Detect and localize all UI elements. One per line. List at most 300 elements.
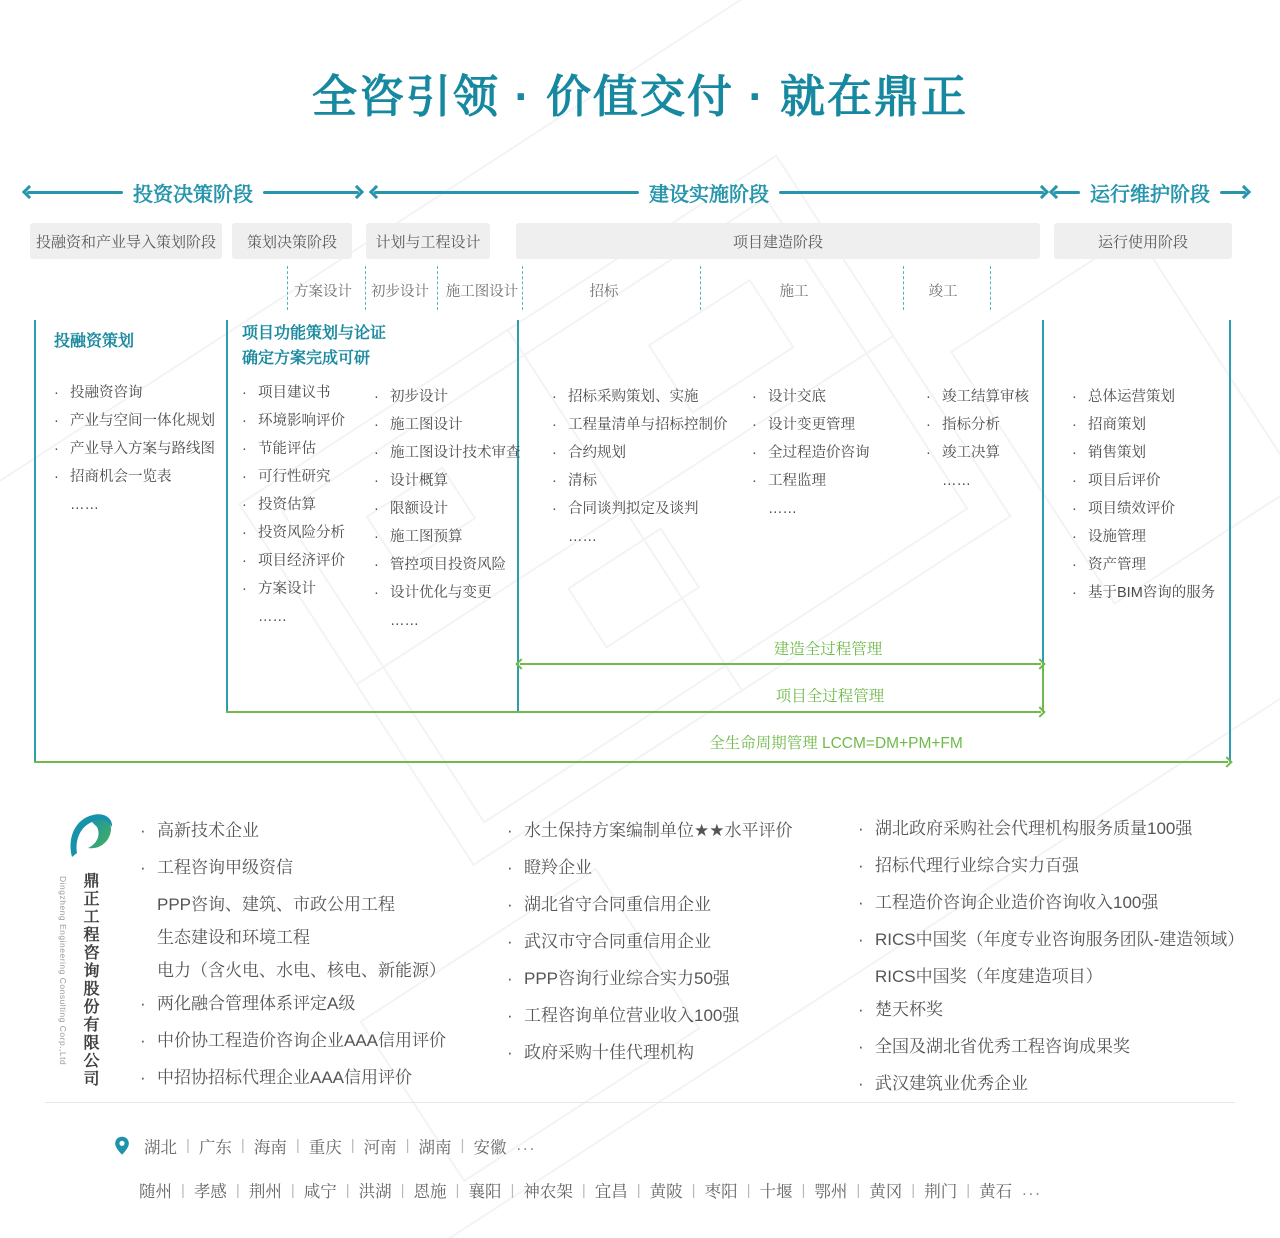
qualification-item — [858, 1073, 1244, 1095]
service-item-label: …… — [568, 529, 597, 545]
qualification-label: 生态建设和环境工程 — [157, 928, 310, 947]
qualifications-column-1 — [140, 820, 446, 1104]
location-item — [452, 1134, 507, 1158]
qualification-item — [858, 966, 1244, 988]
service-item-label: 施工图预算 — [390, 529, 463, 545]
service-column-bidding — [552, 388, 728, 556]
qualification-label: 中价协工程造价咨询企业AAA信用评价 — [157, 1031, 447, 1050]
phase-label: 投资决策阶段 — [133, 183, 253, 206]
management-label-project-whole-process: 项目全过程管理 — [775, 688, 885, 705]
location-item — [501, 1178, 572, 1202]
service-list — [752, 388, 870, 519]
bullet-dot: · — [374, 529, 379, 545]
substage-scheme-design: 方案设计 — [294, 284, 352, 300]
location-item — [144, 1134, 177, 1158]
separator: | — [966, 1181, 971, 1199]
service-list — [54, 384, 215, 515]
bullet-dot: · — [140, 821, 146, 840]
qualification-item — [507, 857, 792, 879]
management-arrow-construction — [517, 658, 1044, 670]
service-item-label: …… — [258, 609, 287, 625]
bullet-dot: · — [507, 821, 513, 840]
service-item-label: 投融资咨询 — [70, 385, 143, 401]
arrow-line — [374, 191, 639, 194]
substage-preliminary-design: 初步设计 — [371, 284, 429, 300]
service-item-label: 项目经济评价 — [258, 553, 345, 569]
service-item-label: 合约规划 — [568, 445, 626, 461]
separator: | — [290, 1181, 295, 1199]
separator: | — [186, 1137, 190, 1154]
service-item — [1072, 444, 1215, 463]
service-item — [374, 528, 521, 547]
service-item-label: 清标 — [568, 473, 597, 489]
service-item-label: …… — [70, 497, 99, 513]
qualification-item — [140, 820, 446, 842]
location-name: 恩施 — [413, 1183, 447, 1201]
service-item-label: 项目后评价 — [1088, 473, 1161, 489]
dashed-separator — [365, 266, 366, 310]
stage-box-planning-decision: 策划决策阶段 — [232, 223, 352, 259]
bullet-dot: · — [242, 525, 247, 541]
qualification-item — [507, 820, 792, 842]
service-column-completion — [926, 388, 1029, 500]
bullet-dot: · — [1072, 557, 1077, 573]
column-divider — [226, 320, 228, 712]
separator: | — [510, 1181, 515, 1199]
service-item — [926, 416, 1029, 435]
service-item — [374, 388, 521, 407]
bullet-dot: · — [752, 445, 757, 461]
column-divider-green — [1042, 664, 1044, 712]
bullet-dot: · — [54, 469, 59, 485]
location-item — [139, 1178, 172, 1202]
bullet-dot: · — [858, 819, 864, 838]
location-item — [573, 1178, 628, 1202]
header-line: 项目功能策划与论证 — [242, 325, 387, 342]
qualification-label: 政府采购十佳代理机构 — [524, 1043, 694, 1062]
bullet-dot: · — [552, 389, 557, 405]
location-item — [847, 1178, 902, 1202]
bullet-dot: · — [242, 553, 247, 569]
dashed-separator — [990, 266, 991, 310]
service-item — [752, 388, 870, 407]
locations-cities-row — [139, 1178, 1042, 1202]
qualification-label: 楚天杯奖 — [875, 1000, 943, 1019]
service-item — [752, 444, 870, 463]
substage-completion: 竣工 — [928, 284, 958, 300]
location-item — [177, 1134, 232, 1158]
location-item — [172, 1178, 227, 1202]
qualification-item — [507, 968, 792, 990]
location-name: 湖北 — [144, 1138, 177, 1157]
bullet-dot: · — [374, 389, 379, 405]
phase-operation-maintenance — [1051, 181, 1249, 206]
phase-label: 运行维护阶段 — [1090, 183, 1210, 206]
stage-box-project-construction: 项目建造阶段 — [516, 223, 1040, 259]
stage-box-operation-use: 运行使用阶段 — [1054, 223, 1232, 259]
bullet-dot: · — [858, 1000, 864, 1019]
bullet-dot: · — [552, 501, 557, 517]
service-list — [926, 388, 1029, 491]
bullet-dot: · — [1072, 389, 1077, 405]
bullet-dot: · — [858, 856, 864, 875]
qualification-label: PPP咨询行业综合实力50强 — [524, 969, 730, 988]
location-name: 洪湖 — [358, 1183, 392, 1201]
service-list — [552, 388, 728, 547]
separator: | — [350, 1137, 355, 1154]
qualification-label: 工程咨询甲级资信 — [157, 858, 293, 877]
arrow-line — [520, 663, 1041, 665]
qualification-list — [507, 820, 792, 1064]
bullet-dot: · — [374, 501, 379, 517]
location-item — [342, 1134, 397, 1158]
bullet-dot: · — [374, 445, 379, 461]
qualification-item — [858, 929, 1244, 951]
location-item — [232, 1134, 287, 1158]
qualification-label: 工程造价咨询企业造价咨询收入100强 — [875, 893, 1159, 912]
bullet-dot: · — [507, 932, 513, 951]
service-item — [552, 444, 728, 463]
separator: | — [235, 1181, 240, 1199]
qualification-label: 武汉市守合同重信用企业 — [524, 932, 711, 951]
qualification-item — [858, 855, 1244, 877]
location-item — [957, 1178, 1012, 1202]
service-item-label: 资产管理 — [1088, 557, 1146, 573]
service-item — [242, 580, 345, 599]
service-list — [374, 388, 521, 631]
bullet-dot: · — [374, 473, 379, 489]
arrow-right-icon — [1221, 756, 1232, 767]
location-name: 黄冈 — [869, 1183, 903, 1201]
qualification-label: 湖北政府采购社会代理机构服务质量100强 — [875, 819, 1193, 838]
service-item-label: 设计变更管理 — [768, 417, 855, 433]
location-name: 黄陂 — [649, 1183, 683, 1201]
service-item — [752, 472, 870, 491]
service-item — [374, 612, 521, 631]
bullet-dot: · — [242, 385, 247, 401]
service-item-label: 招商机会一览表 — [70, 469, 172, 485]
location-pin-icon — [112, 1133, 132, 1158]
location-name: 随州 — [139, 1183, 172, 1201]
service-column-design — [374, 388, 521, 640]
location-item — [447, 1178, 502, 1202]
qualification-label: 招标代理行业综合实力百强 — [875, 856, 1079, 875]
bullet-dot: · — [374, 585, 379, 601]
service-item — [374, 500, 521, 519]
service-item — [1072, 584, 1215, 603]
column-divider — [1042, 320, 1044, 664]
service-item — [752, 416, 870, 435]
qualification-item — [507, 894, 792, 916]
bullet-dot: · — [507, 1043, 513, 1062]
service-item — [374, 584, 521, 603]
service-item-label: 方案设计 — [258, 581, 316, 597]
separator: | — [746, 1181, 751, 1199]
service-item-label: 节能评估 — [258, 441, 316, 457]
location-item — [628, 1178, 683, 1202]
bullet-dot: · — [1072, 529, 1077, 545]
service-item-label: 总体运营策划 — [1088, 389, 1175, 405]
qualification-list — [858, 818, 1244, 1095]
location-name: 广东 — [198, 1138, 232, 1157]
separator: | — [405, 1137, 410, 1154]
substage-construction-drawing-design: 施工图设计 — [445, 284, 519, 300]
qualification-item — [507, 931, 792, 953]
qualification-label: 湖北省守合同重信用企业 — [524, 895, 711, 914]
service-item-label: 指标分析 — [942, 417, 1000, 433]
separator: | — [801, 1181, 806, 1199]
qualification-label: 中招协招标代理企业AAA信用评价 — [157, 1068, 413, 1087]
service-item — [374, 416, 521, 435]
bullet-dot: · — [858, 893, 864, 912]
arrow-line — [226, 711, 1041, 713]
service-column-planning-decision — [242, 384, 345, 636]
arrow-line — [27, 191, 123, 194]
bullet-dot: · — [140, 1068, 146, 1087]
company-name-chinese: 鼎正工程咨询股份有限公司 — [81, 872, 98, 1088]
arrow-line — [34, 761, 1228, 763]
service-item — [1072, 388, 1215, 407]
arrow-left-icon — [1049, 185, 1063, 199]
bullet-dot: · — [1072, 473, 1077, 489]
page-title: 全咨引领 · 价值交付 · 就在鼎正 — [312, 71, 968, 122]
arrow-left-icon — [515, 658, 526, 669]
service-item — [552, 388, 728, 407]
location-name: 荆门 — [924, 1183, 958, 1201]
separator: | — [581, 1181, 586, 1199]
phase-construction-implementation — [371, 181, 1047, 206]
dashed-separator — [287, 266, 288, 310]
qualification-label: 高新技术企业 — [157, 821, 259, 840]
location-item — [282, 1178, 337, 1202]
qualification-item — [858, 892, 1244, 914]
bullet-dot: · — [54, 441, 59, 457]
bullet-dot: · — [552, 417, 557, 433]
service-item — [242, 440, 345, 459]
service-item — [242, 412, 345, 431]
phase-investment-decision — [24, 181, 362, 206]
service-item — [54, 412, 215, 431]
location-name: 安徽 — [473, 1138, 507, 1157]
locations-provinces-row — [112, 1133, 536, 1158]
qualification-item — [140, 993, 446, 1015]
qualification-label: PPP咨询、建筑、市政公用工程 — [157, 895, 396, 914]
dashed-separator — [903, 266, 904, 310]
location-name: 海南 — [253, 1138, 287, 1157]
service-item-label: 投资估算 — [258, 497, 316, 513]
service-item — [926, 472, 1029, 491]
location-item — [392, 1178, 447, 1202]
arrow-left-icon — [369, 185, 383, 199]
service-list — [242, 384, 345, 627]
bullet-dot: · — [926, 417, 931, 433]
location-name: 湖南 — [418, 1138, 452, 1157]
qualification-item — [507, 1042, 792, 1064]
service-item-label: 环境影响评价 — [258, 413, 345, 429]
separator: | — [856, 1181, 861, 1199]
separator: | — [181, 1181, 185, 1199]
service-item — [552, 500, 728, 519]
bullet-dot: · — [858, 1074, 864, 1093]
location-name: 襄阳 — [468, 1183, 502, 1201]
service-item-label: 招标采购策划、实施 — [568, 389, 699, 405]
service-item — [54, 384, 215, 403]
arrow-right-icon — [1034, 658, 1045, 669]
service-item-label: 管控项目投资风险 — [390, 557, 506, 573]
service-item-label: 工程监理 — [768, 473, 826, 489]
location-item — [792, 1178, 847, 1202]
service-item — [242, 496, 345, 515]
bullet-dot: · — [1072, 501, 1077, 517]
service-item-label: 项目建议书 — [258, 385, 331, 401]
arrow-right-icon — [1034, 706, 1045, 717]
bullet-dot: · — [507, 1006, 513, 1025]
column-header-project-function — [242, 321, 386, 371]
location-name: 宜昌 — [594, 1183, 628, 1201]
separator: | — [295, 1137, 300, 1154]
service-item — [1072, 416, 1215, 435]
service-column-financing — [54, 384, 215, 524]
service-item — [926, 388, 1029, 407]
location-item — [337, 1178, 392, 1202]
bullet-dot: · — [54, 413, 59, 429]
service-item-label: …… — [390, 613, 419, 629]
service-item — [54, 496, 215, 515]
location-name: 咸宁 — [303, 1183, 337, 1201]
bullet-dot: · — [374, 417, 379, 433]
bullet-dot: · — [507, 858, 513, 877]
service-item — [54, 440, 215, 459]
arrow-right-icon — [1035, 185, 1049, 199]
service-item-label: 产业与空间一体化规划 — [70, 413, 215, 429]
location-name: 河南 — [363, 1138, 397, 1157]
bullet-dot: · — [926, 389, 931, 405]
separator: | — [460, 1137, 465, 1154]
qualification-item — [140, 1030, 446, 1052]
service-item-label: 工程量清单与招标控制价 — [568, 417, 728, 433]
bullet-dot: · — [54, 385, 59, 401]
service-item — [374, 472, 521, 491]
phase-label: 建设实施阶段 — [649, 183, 769, 206]
location-name: 黄石 — [979, 1183, 1013, 1201]
service-item — [1072, 556, 1215, 575]
column-divider — [34, 320, 36, 762]
dashed-separator — [700, 266, 701, 310]
service-item — [752, 500, 870, 519]
bullet-dot: · — [858, 930, 864, 949]
qualification-label: 电力（含火电、水电、核电、新能源） — [157, 961, 446, 980]
location-item — [227, 1178, 282, 1202]
management-label-construction-whole-process: 建造全过程管理 — [773, 641, 883, 658]
service-item-label: 招商策划 — [1088, 417, 1146, 433]
service-item-label: 设计优化与变更 — [390, 585, 492, 601]
dashed-separator — [522, 266, 523, 310]
arrow-right-icon — [1237, 185, 1251, 199]
service-item — [54, 468, 215, 487]
service-item-label: …… — [942, 473, 971, 489]
service-item-label: 可行性研究 — [258, 469, 331, 485]
column-divider — [1229, 320, 1231, 762]
separator: | — [636, 1181, 641, 1199]
bullet-dot: · — [552, 445, 557, 461]
dingzheng-logo-icon — [64, 810, 114, 864]
service-item-label: 限额设计 — [390, 501, 448, 517]
location-name: 孝感 — [193, 1183, 227, 1201]
management-label-lifecycle: 全生命周期管理 LCCM=DM+PM+FM — [709, 735, 963, 752]
management-arrow-project — [226, 706, 1044, 718]
bullet-dot: · — [242, 497, 247, 513]
stage-box-financing-planning: 投融资和产业导入策划阶段 — [30, 223, 222, 259]
separator: | — [240, 1137, 245, 1154]
service-item — [552, 416, 728, 435]
qualification-item — [140, 894, 446, 916]
bullet-dot: · — [552, 473, 557, 489]
service-item-label: 产业导入方案与路线图 — [70, 441, 215, 457]
service-item — [926, 444, 1029, 463]
bullet-dot: · — [140, 1031, 146, 1050]
qualification-label: 两化融合管理体系评定A级 — [157, 994, 356, 1013]
service-item-label: 项目绩效评价 — [1088, 501, 1175, 517]
substage-construction: 施工 — [779, 284, 809, 300]
qualification-item — [858, 999, 1244, 1021]
bullet-dot: · — [507, 895, 513, 914]
separator: | — [691, 1181, 696, 1199]
bullet-dot: · — [752, 473, 757, 489]
location-item — [902, 1178, 957, 1202]
bullet-dot: · — [242, 441, 247, 457]
service-item — [374, 444, 521, 463]
service-list — [1072, 388, 1215, 603]
location-name: 神农架 — [523, 1183, 573, 1201]
service-item-label: 基于BIM咨询的服务 — [1088, 585, 1216, 601]
arrow-line — [263, 191, 359, 194]
city-list — [139, 1178, 1012, 1202]
location-name: 鄂州 — [814, 1183, 848, 1201]
location-item — [397, 1134, 452, 1158]
service-item — [374, 556, 521, 575]
qualification-label: RICS中国奖（年度建造项目） — [875, 967, 1103, 986]
service-column-construction — [752, 388, 870, 528]
service-item-label: 合同谈判拟定及谈判 — [568, 501, 699, 517]
qualification-label: 武汉建筑业优秀企业 — [875, 1074, 1028, 1093]
qualification-list — [140, 820, 446, 1089]
bullet-dot: · — [140, 994, 146, 1013]
bullet-dot: · — [752, 417, 757, 433]
service-item — [242, 468, 345, 487]
qualification-item — [507, 1005, 792, 1027]
arrow-line — [779, 191, 1044, 194]
service-item-label: 设计交底 — [768, 389, 826, 405]
bullet-dot: · — [242, 413, 247, 429]
location-item — [683, 1178, 738, 1202]
qualification-item — [140, 857, 446, 879]
qualification-label: RICS中国奖（年度专业咨询服务团队-建造领域） — [875, 930, 1245, 949]
bullet-dot: · — [242, 469, 247, 485]
location-name: 枣阳 — [704, 1183, 738, 1201]
service-item — [552, 528, 728, 547]
qualification-label: 水土保持方案编制单位★★水平评价 — [524, 821, 793, 840]
qualification-item — [858, 1036, 1244, 1058]
bullet-dot: · — [140, 858, 146, 877]
cities-ellipsis: ... — [1022, 1180, 1042, 1199]
separator: | — [455, 1181, 460, 1199]
provinces-ellipsis: ... — [516, 1136, 537, 1154]
bullet-dot: · — [752, 389, 757, 405]
service-item-label: 施工图设计技术审查 — [390, 445, 521, 461]
qualification-item — [140, 927, 446, 949]
service-column-operation — [1072, 388, 1215, 612]
bullet-dot: · — [507, 969, 513, 988]
